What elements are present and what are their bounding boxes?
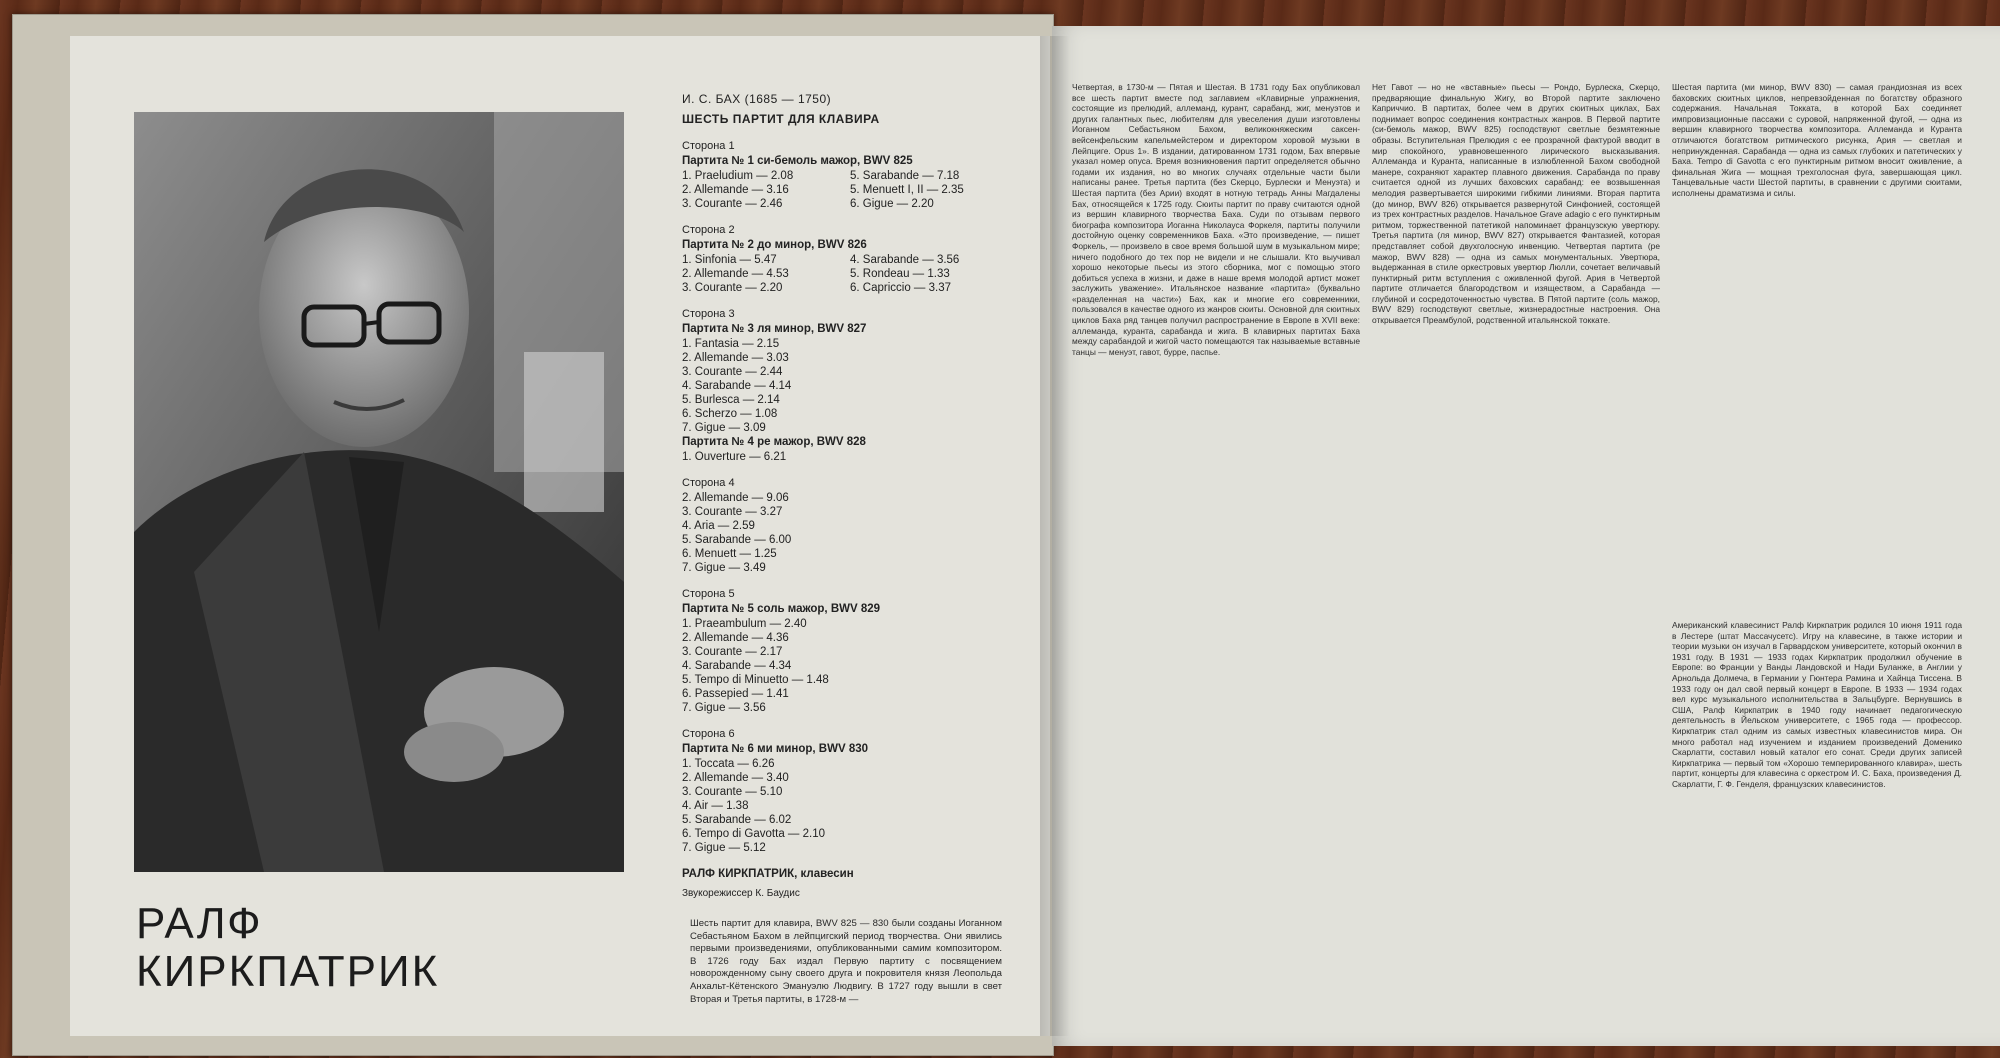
track-list: [682, 451, 1012, 463]
artist-first-name: РАЛФ: [136, 899, 263, 948]
track-item: 1. Sinfonia — 5.47: [682, 254, 777, 266]
side-label: Сторона 3: [682, 308, 735, 320]
track-item: 5. Sarabande — 6.02: [682, 814, 792, 826]
liner-column-3-text: Шестая партита (ми минор, BWV 830) — самая грандиозная из всех баховских сюитных циклов, непревзойденная по богатству образного содержания. Начальная Токката, в которой Бах соединяет импровизационные пассажи с суровой, напряженной фугой, — одна из вершин клавирного творчества композитора. Аллеманда и Куранта отличаются богатством ритмического рисунка, Ария — светлая и непринужденная. Сарабанда — одна из самых глубоких и патетических у Баха. Tempo di Gavotta с его пунктирным ритмом вносит оживление, а финальная Жига — мощная трехголосная фуга, завершающая цикл. Танцевальные части Шестой партиты, в сравнении с другими сюитами, исполнены драматизма и силы.: [1672, 82, 1962, 198]
liner-column-2: [1372, 82, 1660, 1042]
track-list: [682, 618, 1012, 714]
booklet-gutter: [1040, 36, 1070, 1036]
liner-column-4-text: Американский клавесинист Ралф Киркпатрик родился 10 июня 1911 года в Лестере (штат Массачусетс). Игру на клавесине, в также истории и теории музыки он изучал в Гарвардском университете, который окончил в 1931 году. В 1931 — 1933 годах Киркпатрик продолжил обучение в Европе: во Франции у Ванды Ландовской и Нади Буланже, в Англии у Арнольда Долмеча, в Германии у Гюнтера Рамина и Хайнца Тиссена. В 1933 году он дал свой первый концерт в Европе. В 1933 — 1934 годах вел курс музыкального исполнительства в Зальцбурге. Вернувшись в США, Ралф Киркпатрик в 1940 году начинает педагогическую деятельность в Йельском университете, с 1965 года — профессор. Киркпатрик стал одним из самых известных клавесинистов мира. Он много работал над изучением и изданием произведений Доменико Скарлатти, составил новый каталог его сонат. Среди других записей Киркпатрика — первый том «Хорошо темперированного клавира», шесть партит, концерты для клавесина с оркестром И. С. Баха, произведения Д. Скарлатти, Г. Ф. Генделя, французских клавесинистов.: [1672, 620, 1962, 789]
track-item: 6. Gigue — 2.20: [850, 198, 934, 210]
track-list: [682, 758, 1012, 854]
track-item: 6. Scherzo — 1.08: [682, 408, 778, 420]
track-item: 5. Sarabande — 6.00: [682, 534, 792, 546]
track-item: 4. Aria — 2.59: [682, 520, 755, 532]
track-item: 6. Tempo di Gavotta — 2.10: [682, 828, 825, 840]
track-item: 2. Allemande — 3.40: [682, 772, 789, 784]
track-item: 2. Allemande — 4.36: [682, 632, 789, 644]
track-item: 3. Courante — 5.10: [682, 786, 783, 798]
engineer-credit: Звукорежиссер К. Баудис: [682, 888, 800, 899]
side-label: Сторона 4: [682, 477, 735, 489]
liner-column-4: [1672, 620, 1962, 1020]
track-list: [682, 254, 1012, 294]
track-item: 2. Allemande — 4.53: [682, 268, 789, 280]
partita-title: Партита № 5 соль мажор, BWV 829: [682, 603, 881, 615]
track-item: 4. Sarabande — 3.56: [850, 254, 960, 266]
track-item: 4. Air — 1.38: [682, 800, 749, 812]
performer-credit: РАЛФ КИРКПАТРИК, клавесин: [682, 868, 854, 880]
track-item: 5. Tempo di Minuetto — 1.48: [682, 674, 829, 686]
track-item: 2. Allemande — 3.16: [682, 184, 789, 196]
track-item: 7. Gigue — 3.56: [682, 702, 766, 714]
track-item: 6. Capriccio — 3.37: [850, 282, 951, 294]
track-item: 1. Ouverture — 6.21: [682, 451, 787, 463]
partita-title: Партита № 1 си-бемоль мажор, BWV 825: [682, 155, 913, 167]
track-list: [682, 338, 1012, 434]
partita-title: Партита № 3 ля минор, BWV 827: [682, 323, 867, 335]
track-item: 1. Toccata — 6.26: [682, 758, 775, 770]
track-item: 3. Courante — 2.44: [682, 366, 783, 378]
liner-column-1-text: Четвертая, в 1730-м — Пятая и Шестая. В 1731 году Бах опубликовал все шесть партит вместе под заглавием «Клавирные упражнения, состоящие из прелюдий, аллеманд, курант, сарабанд, жиг, менуэтов и других галантных пьес, любителям для увеселения души изготовлены Иоганном Себастьяном Бахом, великокняжеским саксен-вейсенфельским капельмейстером и директором хоровой музыки в Лейпциге. Opus 1». В издании, датированном 1731 годом, Бах впервые указал номер опуса. Время возникновения партит определяется обычно годами их издания, но во многих случаях отдельные части были написаны ранее. Третья партита (без Скерцо, Бурлески и Менуэта) и Шестая партита (без Арии) входят в нотную тетрадь Анны Магдалены Бах, относящейся к 1725 году. Сюиты партит по праву считаются одной из вершин клавирного творчества Баха. Суди по отзывам первого биографа композитора Иоганна Николауса Форкеля, партиты получили достойную оценку современников Баха. «Это произведение, — пишет Форкель, — произвело в свое время большой шум в музыкальном мире; ничего подобного до тех пор не видели и не слышали. Кто выучивал хорошо некоторые пьесы из этого сборника, мог с помощью этого добиться успеха в жизни, и даже в наше время молодой артист может заслужить уважение». Итальянское название «партита» (буквально «разделенная на части») Бах, как и многие его современники, пользовался в качестве одного из жанров сюиты. Основной для сюитных циклов Баха ряд танцев получил распространение в Европе в XVII веке: аллеманда, куранта, сарабанда и жига. В клавирных партитах Баха между сарабандой и жигой часто помещаются так называемые вставные танцы — менуэт, гавот, бурре, паспье.: [1072, 82, 1360, 357]
track-list: [682, 170, 1012, 210]
track-item: 6. Menuett — 1.25: [682, 548, 777, 560]
track-item: 5. Burlesca — 2.14: [682, 394, 780, 406]
performer-photo: [134, 112, 624, 872]
track-item: 6. Passepied — 1.41: [682, 688, 789, 700]
tracklist: [682, 92, 1012, 899]
track-item: 2. Allemande — 9.06: [682, 492, 789, 504]
artist-name: [136, 900, 439, 996]
partita-title: Партита № 2 до минор, BWV 826: [682, 239, 867, 251]
track-item: 5. Sarabande — 7.18: [850, 170, 960, 182]
track-item: 1. Praeludium — 2.08: [682, 170, 794, 182]
liner-column-3: [1672, 82, 1962, 552]
track-item: 5. Rondeau — 1.33: [850, 268, 950, 280]
track-item: 2. Allemande — 3.03: [682, 352, 789, 364]
track-item: 1. Fantasia — 2.15: [682, 338, 780, 350]
side-label: Сторона 5: [682, 588, 735, 600]
sides-list: [682, 140, 1012, 854]
track-item: 7. Gigue — 3.49: [682, 562, 766, 574]
partita-title: Партита № 6 ми минор, BWV 830: [682, 743, 869, 755]
album-subtitle: ШЕСТЬ ПАРТИТ ДЛЯ КЛАВИРА: [682, 112, 880, 126]
composer-heading: И. С. БАХ (1685 — 1750): [682, 92, 832, 106]
liner-column-2-text: Нет Гавот — но не «вставные» пьесы — Рондо, Бурлеска, Скерцо, предваряющие финальную Жигу, во Второй партите заключено Каприччио. В партитах, более чем в других сюитных циклах, Бах поднимает вопрос соединения контрастных жанров. В Первой партите (си-бемоль мажор, BWV 825) господствуют светлые безмятежные образы. Вступительная Прелюдия с ее прозрачной фактурой вводит в мир спокойного, уравновешенного лирического высказывания. Аллеманда и Куранта, написанные в излюбленной Бахом свободной манере, сохраняют характер плавного движения. Сарабанда по праву считается одной из лучших баховских сарабанд: ее возвышенная мелодия развертывается широкими гибкими линиями. Вторая партита (до минор, BWV 826) открывается развернутой Синфонией, состоящей из трех контрастных разделов. Начальное Grave adagio с его пунктирным ритмом, торжественной патетикой напоминает французскую увертюру. Третья партита (ля минор, BWV 827) открывается Фантазией, которая представляет собой двухголосную инвенцию. Четвертая партита (ре мажор, BWV 828) — одна из самых монументальных. Увертюра, выдержанная в стиле оркестровых увертюр Люлли, сочетает величавый пунктирный ритм вступления с оживленной фугой. Ария в Четвертой партите отличается благородством и изяществом, а Сарабанда — глубиной и сосредоточенностью чувства. В Пятой партите (соль мажор, BWV 829) господствуют светлые, жизнерадостные настроения. Она открывается Преамбулой, родственной итальянской токкате.: [1372, 82, 1660, 326]
track-list: [682, 492, 1012, 574]
track-item: 1. Praeambulum — 2.40: [682, 618, 807, 630]
artist-last-name: КИРКПАТРИК: [136, 947, 440, 996]
track-item: 3. Courante — 2.17: [682, 646, 783, 658]
track-item: 7. Gigue — 3.09: [682, 422, 766, 434]
track-item: 3. Courante — 2.46: [682, 198, 783, 210]
liner-notes-intro: Шесть партит для клавира, BWV 825 — 830 были созданы Иоганном Себастьяном Бахом в лейпцигский период творчества. Они явились первыми произведениями, опубликованными самим композитором. В 1726 году Бах издал Первую партиту с посвящением новорожденному сыну своего друга и покровителя князя Леопольда Анхальт-Кётенского Эмануэлю Людвигу. В 1727 году вышли в свет Вторая и Третья партиты, в 1728-м —: [690, 918, 1002, 1005]
partita-title: Партита № 4 ре мажор, BWV 828: [682, 436, 866, 448]
track-item: 4. Sarabande — 4.14: [682, 380, 792, 392]
side-label: Сторона 1: [682, 140, 735, 152]
track-item: 3. Courante — 3.27: [682, 506, 783, 518]
side-label: Сторона 2: [682, 224, 735, 236]
side-label: Сторона 6: [682, 728, 735, 740]
track-item: 7. Gigue — 5.12: [682, 842, 766, 854]
track-item: 4. Sarabande — 4.34: [682, 660, 792, 672]
track-item: 3. Courante — 2.20: [682, 282, 783, 294]
liner-column-1: [1072, 82, 1360, 1042]
track-item: 5. Menuett I, II — 2.35: [850, 184, 964, 196]
